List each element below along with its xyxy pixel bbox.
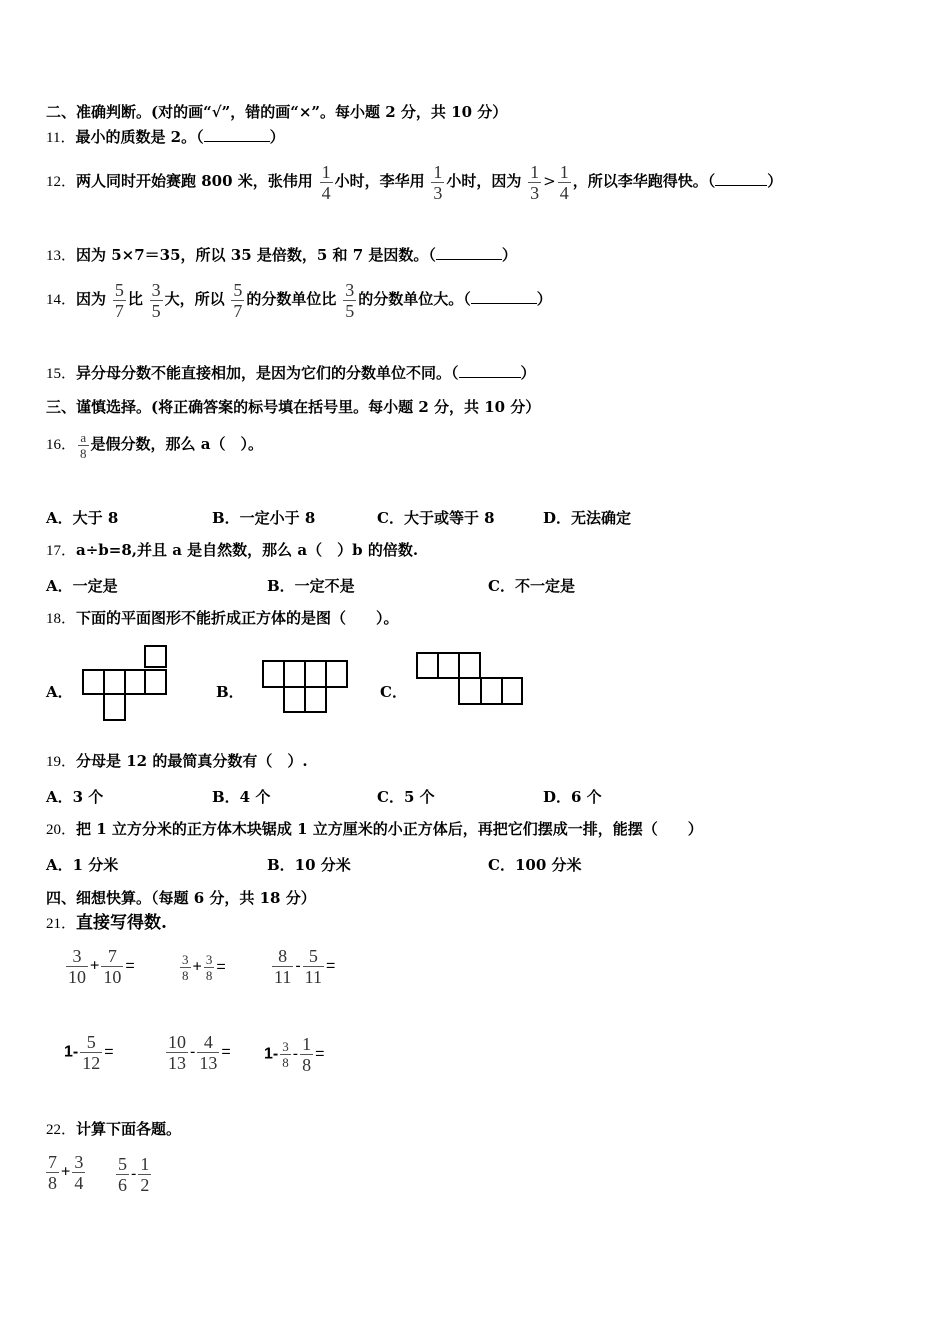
text-part: 大，所以 (164, 290, 225, 308)
numerator: 5 (86, 1032, 96, 1052)
denominator: 2 (140, 1175, 150, 1195)
bracket-close: ） (269, 128, 285, 146)
question-number: 21． (46, 916, 77, 932)
question-text: 最小的质数是 2。（ (75, 128, 204, 146)
denominator: 11 (304, 967, 323, 987)
numerator: 1 (302, 1034, 312, 1054)
fraction (280, 1039, 291, 1070)
option-b[interactable]: B．10 分米 (267, 856, 351, 874)
denominator: 13 (168, 1053, 186, 1073)
operator: + (61, 1163, 71, 1181)
operator: - (131, 1165, 137, 1183)
equals-sign: = (104, 1043, 114, 1061)
text-part: 的分数单位大。（ (358, 290, 471, 308)
text-part: 因为 (76, 290, 107, 308)
question-12 (46, 160, 782, 203)
net-square (284, 661, 305, 687)
denominator: 11 (274, 967, 292, 987)
denominator: 3 (433, 182, 443, 203)
expression (178, 952, 226, 983)
fraction (80, 1032, 102, 1073)
numerator: 5 (308, 946, 318, 966)
bracket-close: ） (501, 246, 517, 264)
numerator: 8 (278, 946, 288, 966)
denominator: 13 (199, 1053, 218, 1073)
answer-blank[interactable] (436, 247, 502, 260)
operator: + (192, 958, 202, 976)
operator: - (295, 957, 301, 975)
numerator: 1 (433, 161, 443, 182)
question-text: 直接写得数. (76, 913, 167, 933)
prefix: 1- (264, 1045, 279, 1063)
net-square (263, 661, 284, 687)
question-number: 13． (46, 248, 77, 264)
answer-blank[interactable] (715, 173, 767, 186)
question-number: 14． (46, 292, 77, 308)
denominator: 3 (530, 182, 540, 203)
bracket-close: ） (520, 364, 536, 382)
fraction (528, 162, 541, 203)
net-square (326, 661, 347, 687)
operator: - (190, 1043, 196, 1061)
question-19 (46, 752, 308, 771)
option-d[interactable]: D．6 个 (543, 788, 602, 806)
net-square (284, 687, 305, 712)
text-part: ，所以李华跑得快。（ (572, 172, 716, 190)
cube-net-c (414, 650, 526, 708)
option-a[interactable]: A．3 个 (46, 788, 104, 806)
denominator: 7 (233, 300, 243, 321)
operator: - (292, 1045, 299, 1063)
denominator: 10 (68, 967, 86, 987)
denominator: 4 (74, 1173, 84, 1193)
expression (64, 946, 135, 987)
numerator: 3 (182, 952, 189, 967)
question-number: 11． (46, 130, 76, 146)
net-square (502, 678, 522, 704)
text-part: 比 (127, 290, 143, 308)
fraction (303, 946, 324, 987)
fraction (150, 280, 163, 321)
question-11 (46, 128, 285, 147)
net-square (104, 694, 125, 720)
expression (64, 1032, 114, 1073)
numerator: 5 (114, 279, 124, 300)
prefix: 1- (64, 1043, 79, 1061)
question-number: 17． (46, 543, 77, 559)
bracket-close: ） (536, 290, 552, 308)
net-square (459, 653, 480, 678)
net-square (125, 670, 145, 694)
denominator: 12 (82, 1053, 101, 1073)
fraction (113, 280, 126, 321)
bracket-close: ） (767, 172, 783, 190)
net-square (83, 670, 104, 694)
denominator: 8 (282, 1055, 289, 1070)
operator: + (90, 957, 100, 975)
numerator: 7 (48, 1152, 57, 1172)
numerator: 7 (107, 946, 117, 966)
option-a[interactable]: A． (46, 683, 73, 701)
option-d[interactable]: D．无法确定 (543, 509, 632, 527)
expression (264, 1034, 324, 1075)
net-square (305, 687, 326, 712)
fraction (343, 280, 356, 321)
fraction (46, 1152, 59, 1193)
option-c[interactable]: C．5 个 (377, 788, 435, 806)
denominator: 5 (345, 300, 355, 321)
denominator: 8 (182, 968, 189, 983)
question-17 (46, 541, 418, 560)
numerator: 4 (203, 1032, 213, 1052)
net-square (305, 661, 326, 687)
text-part: 两人同时开始赛跑 800 米，张伟用 (76, 172, 313, 190)
denominator: 6 (118, 1175, 127, 1195)
question-text: 把 1 立方分米的正方体木块锯成 1 立方厘米的小正方体后，再把它们摆成一排，能摆（ ） (76, 820, 703, 838)
text-part: 小时，李华用 (334, 172, 425, 190)
answer-blank[interactable] (204, 129, 270, 142)
fraction (180, 952, 191, 983)
option-b[interactable]: B．4 个 (212, 788, 271, 806)
fraction (72, 1152, 85, 1193)
question-22 (46, 1120, 181, 1139)
option-a[interactable]: A．1 分米 (46, 856, 119, 874)
question-18 (46, 609, 399, 628)
question-text: 下面的平面图形不能折成正方体的是图（ ）。 (76, 609, 399, 627)
fraction (272, 946, 293, 987)
numerator: 1 (559, 161, 569, 182)
cube-net-a (80, 643, 172, 725)
numerator: 5 (118, 1154, 127, 1174)
text-part: 的分数单位比 (246, 290, 337, 308)
equals-sign: = (326, 957, 336, 975)
fraction (138, 1154, 151, 1195)
fraction (166, 1032, 188, 1073)
fraction (101, 946, 123, 987)
question-number: 15． (46, 366, 77, 382)
fraction (204, 952, 215, 983)
fraction (66, 946, 88, 987)
numerator: 3 (205, 952, 213, 967)
question-21 (46, 913, 167, 934)
text-part: 小时，因为 (446, 172, 522, 190)
net-square (417, 653, 438, 678)
option-c[interactable]: C． (380, 683, 407, 701)
question-text: 计算下面各题。 (76, 1120, 182, 1138)
section-4-title: 四、细想快算。（每题 6 分，共 18 分） (46, 889, 316, 907)
numerator: 3 (72, 946, 82, 966)
numerator: 10 (168, 1032, 186, 1052)
numerator: 3 (345, 279, 355, 300)
cube-net-b (260, 658, 352, 716)
denominator: 4 (559, 182, 569, 203)
net-square (104, 670, 125, 694)
expression (114, 1154, 153, 1195)
answer-blank[interactable] (459, 365, 521, 378)
net-square (438, 653, 459, 678)
net-square (459, 678, 481, 704)
expression (164, 1032, 231, 1073)
numerator: 1 (321, 161, 331, 182)
numerator: 1 (140, 1154, 150, 1174)
fraction (300, 1034, 313, 1075)
equals-sign: = (221, 1043, 231, 1061)
numerator: 5 (233, 279, 243, 300)
expression (44, 1152, 87, 1193)
question-text: 因为 5×7＝35，所以 35 是倍数，5 和 7 是因数。（ (76, 246, 436, 264)
fraction (558, 162, 571, 203)
option-b[interactable]: B． (216, 683, 244, 701)
question-13 (46, 246, 517, 265)
denominator: 5 (151, 300, 161, 321)
expression (270, 946, 335, 987)
question-text: 异分母分数不能直接相加，是因为它们的分数单位不同。（ (76, 364, 459, 382)
fraction (431, 162, 444, 203)
option-a[interactable]: A．大于 8 (46, 509, 119, 527)
equals-sign: = (315, 1045, 325, 1063)
question-number: 19． (46, 754, 77, 770)
fraction (116, 1154, 129, 1195)
question-text: 分母是 12 的最简真分数有（ ）. (76, 752, 308, 770)
greater-than-sign: > (543, 172, 556, 190)
option-b[interactable]: B．一定不是 (267, 577, 355, 595)
option-c[interactable]: C．100 分米 (488, 856, 582, 874)
net-square (145, 670, 166, 694)
numerator: 3 (151, 279, 161, 300)
option-c[interactable]: C．不一定是 (488, 577, 575, 595)
question-16 (46, 424, 263, 465)
question-15 (46, 364, 536, 383)
section-2-title: 二、准确判断。(对的画“√”，错的画“×”。每小题 2 分，共 10 分） (46, 103, 508, 121)
denominator: 8 (48, 1173, 57, 1193)
net-square (481, 678, 502, 704)
denominator: 8 (302, 1055, 312, 1075)
fraction (320, 162, 333, 203)
denominator: 10 (103, 967, 122, 987)
numerator: a (80, 429, 87, 445)
fraction (231, 280, 244, 321)
question-number: 18． (46, 611, 77, 627)
question-text: 是假分数，那么 a（ ）。 (90, 435, 263, 453)
option-c[interactable]: C．大于或等于 8 (377, 509, 495, 527)
fraction (78, 430, 89, 461)
answer-blank[interactable] (471, 291, 537, 304)
question-number: 22． (46, 1122, 77, 1138)
option-a[interactable]: A．一定是 (46, 577, 118, 595)
denominator: 8 (80, 445, 87, 461)
equals-sign: = (216, 958, 226, 976)
question-number: 20． (46, 822, 77, 838)
question-20 (46, 820, 703, 839)
question-text: a÷b=8,并且 a 是自然数，那么 a（ ）b 的倍数. (76, 541, 419, 559)
question-14 (46, 278, 552, 321)
question-number: 12． (46, 174, 77, 190)
numerator: 3 (282, 1039, 289, 1054)
numerator: 3 (74, 1152, 84, 1172)
question-number: 16． (46, 437, 77, 453)
section-3-title: 三、谨慎选择。(将正确答案的标号填在括号里。每小题 2 分，共 10 分） (46, 398, 541, 416)
denominator: 7 (114, 300, 124, 321)
numerator: 1 (530, 161, 540, 182)
fraction (197, 1032, 219, 1073)
denominator: 4 (321, 182, 331, 203)
net-square (145, 646, 166, 667)
denominator: 8 (205, 968, 213, 983)
equals-sign: = (125, 957, 135, 975)
option-b[interactable]: B．一定小于 8 (212, 509, 316, 527)
